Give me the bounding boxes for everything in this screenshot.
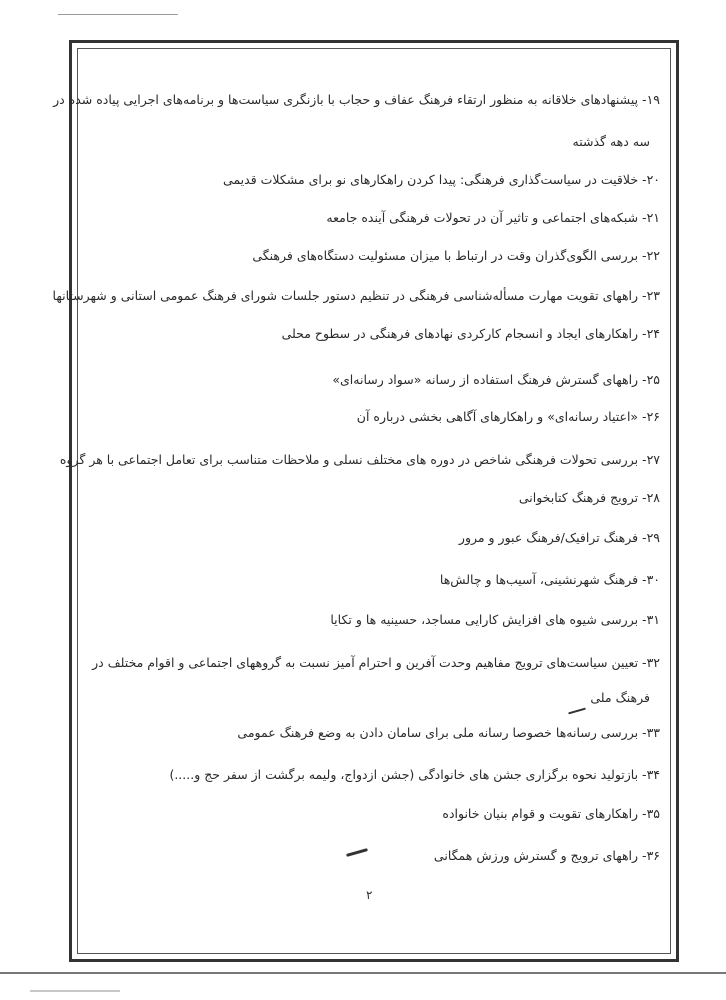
- list-item-24: ۲۴- راهکارهای ایجاد و انسجام کارکردی نهادهای فرهنگی در سطوح محلی: [281, 326, 660, 341]
- list-item-31: ۳۱- بررسی شیوه های افزایش کارایی مساجد، حسینیه ها و تکایا: [330, 612, 660, 627]
- page-number: ۲: [366, 888, 373, 902]
- list-item-19: ۱۹- پیشنهادهای خلاقانه به منظور ارتقاء فرهنگ عفاف و حجاب با بازنگری سیاست‌ها و برنامه‌های اجرایی پیاده شده در: [53, 92, 660, 107]
- top-scan-line: [58, 14, 178, 15]
- list-item-21: ۲۱- شبکه‌های اجتماعی و تاثیر آن در تحولات فرهنگی آینده جامعه: [326, 210, 660, 225]
- list-item-19-continuation: سه دهه گذشته: [572, 134, 650, 149]
- bottom-scan-mark: [30, 990, 120, 992]
- list-item-32-continuation: فرهنگ ملی: [590, 690, 650, 705]
- list-item-26: ۲۶- «اعتیاد رسانه‌ای» و راهکارهای آگاهی بخشی درباره آن: [356, 409, 660, 424]
- bottom-scan-line: [0, 972, 726, 974]
- list-item-28: ۲۸- ترویج فرهنگ کتابخوانی: [518, 490, 660, 505]
- list-item-30: ۳۰- فرهنگ شهرنشینی، آسیب‌ها و چالش‌ها: [439, 572, 660, 587]
- list-item-35: ۳۵- راهکارهای تقویت و قوام بنیان خانواده: [442, 806, 660, 821]
- list-item-34: ۳۴- بازتولید نحوه برگزاری جشن های خانوادگی (جشن ازدواج، ولیمه برگشت از سفر حج و.....): [169, 767, 660, 782]
- list-item-22: ۲۲- بررسی الگوی‌گذران وقت در ارتباط با میزان مسئولیت دستگاه‌های فرهنگی: [252, 248, 660, 263]
- list-item-36: ۳۶- راههای ترویج و گسترش ورزش همگانی: [433, 848, 660, 863]
- list-item-33: ۳۳- بررسی رسانه‌ها خصوصا رسانه ملی برای سامان دادن به وضع فرهنگ عمومی: [237, 725, 660, 740]
- list-item-29: ۲۹- فرهنگ ترافیک/فرهنگ عبور و مرور: [458, 530, 660, 545]
- list-item-23: ۲۳- راههای تقویت مهارت مسأله‌شناسی فرهنگی در تنظیم دستور جلسات شورای فرهنگ عمومی استانی و شهرستانها: [52, 288, 660, 303]
- list-item-27: ۲۷- بررسی تحولات فرهنگی شاخص در دوره های مختلف نسلی و ملاحظات متناسب برای تعامل اجتماعی با هر گروه: [59, 452, 660, 467]
- list-item-20: ۲۰- خلاقیت در سیاست‌گذاری فرهنگی: پیدا کردن راهکارهای نو برای مشکلات قدیمی: [223, 172, 660, 187]
- list-item-25: ۲۵- راههای گسترش فرهنگ استفاده از رسانه «سواد رسانه‌ای»: [332, 372, 660, 387]
- list-item-32: ۳۲- تعیین سیاست‌های ترویج مفاهیم وحدت آفرین و احترام آمیز نسبت به گروههای اجتماعی و اقوام مختلف در: [92, 655, 660, 670]
